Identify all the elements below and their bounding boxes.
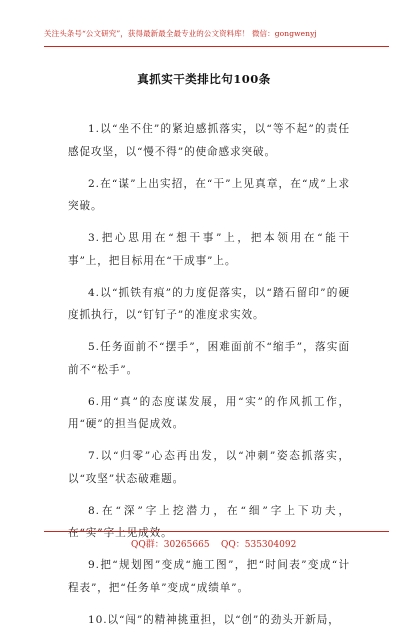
header-divider bbox=[44, 46, 389, 47]
list-item: 6.用“真”的态度谋发展，用“实”的作风抓工作，用“硬”的担当促成效。 bbox=[68, 395, 350, 430]
header-banner: 关注头条号“公文研究”，获得最新最全最专业的公文资料库！ 微信：gongwenyj bbox=[44, 29, 317, 38]
document-body bbox=[68, 118, 350, 641]
list-item: 8.在“深”字上挖潜力，在“细”字上下功夫，在“实”字上见成效。 bbox=[68, 504, 350, 539]
list-item: 2.在“谋”上出实招，在“干”上见真章，在“成”上求突破。 bbox=[68, 177, 350, 212]
list-item: 7.以“归零”心态再出发，以“冲刺”姿态抓落实，以“攻坚”状态破难题。 bbox=[68, 450, 350, 485]
list-item: 9.把“规划图”变成“施工图”，把“时间表”变成“计程表”，把“任务单”变成“成绩单”。 bbox=[68, 559, 350, 594]
list-item: 10.以“闯”的精神挑重担，以“创”的劲头开新局， bbox=[88, 613, 340, 626]
list-item: 3.把心思用在“想干事”上，把本领用在“能干事”上，把目标用在“干成事”上。 bbox=[68, 232, 350, 267]
list-item: 5.任务面前不“摆手”，困难面前不“缩手”，落实面前不“松手”。 bbox=[68, 341, 350, 376]
list-item: 1.以“坐不住”的紧迫感抓落实，以“等不起”的责任感促攻坚，以“慢不得”的使命感求突破。 bbox=[68, 123, 350, 158]
document-title: 真抓实干类排比句100条 bbox=[137, 72, 271, 86]
footer-divider bbox=[44, 531, 389, 532]
footer-qq-group: QQ群：30265665 bbox=[131, 540, 210, 550]
list-item: 4.以“抓铁有痕”的力度促落实，以“踏石留印”的硬度抓执行，以“钉钉子”的准度求实效。 bbox=[68, 286, 350, 321]
footer-qq-number: QQ：535304092 bbox=[221, 540, 297, 550]
